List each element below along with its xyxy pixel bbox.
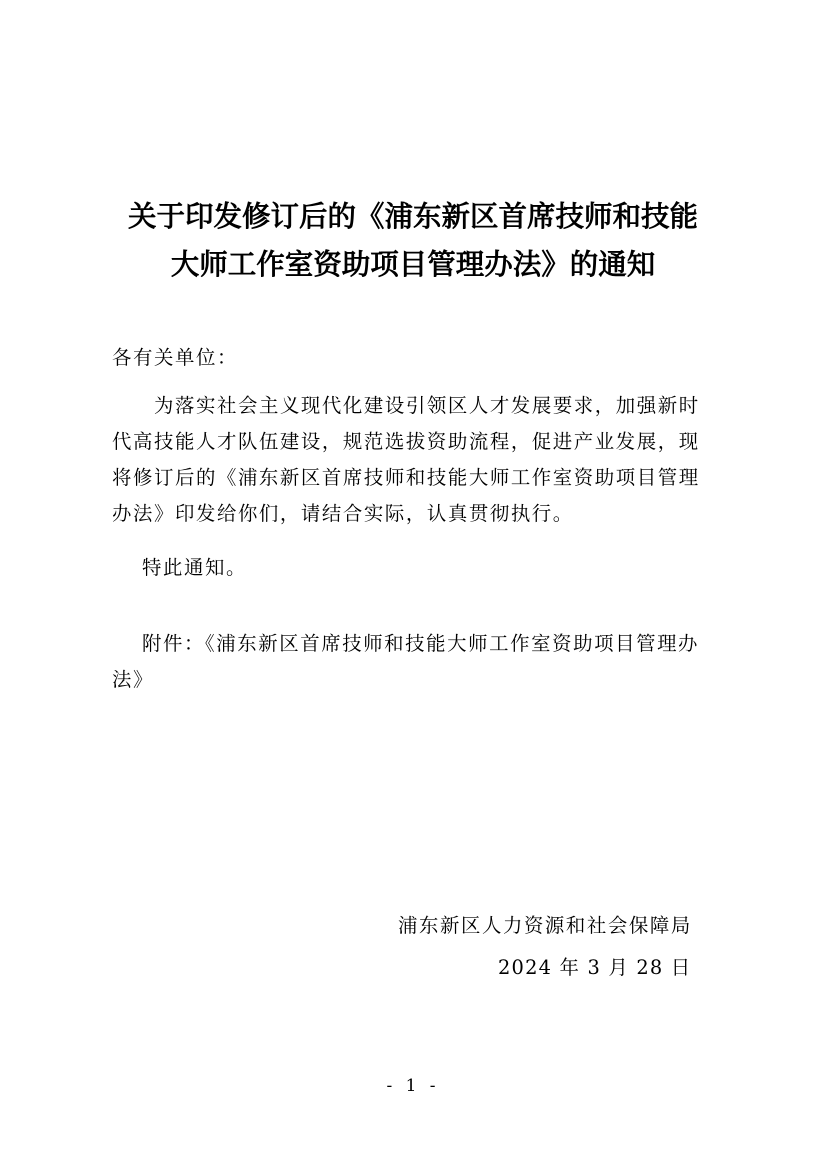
salutation: 各有关单位：	[112, 346, 238, 369]
paragraph-line-3: 将修订后的《浦东新区首席技师和技能大师工作室资助项目管理	[112, 466, 700, 489]
closing-text: 特此通知。	[142, 556, 247, 579]
page-number: - 1 -	[386, 1076, 440, 1096]
attachment-line-1-text: 附件：《浦东新区首席技师和技能大师工作室资助项目管理办	[142, 632, 700, 655]
title-line-1: 关于印发修订后的《浦东新区首席技师和技能	[127, 199, 698, 233]
title-line-2: 大师工作室资助项目管理办法》的通知	[170, 247, 656, 281]
attachment-line-1	[112, 626, 726, 662]
document-title	[100, 192, 726, 288]
closing-remark	[112, 550, 726, 586]
attachment-line-2: 法》	[112, 668, 154, 691]
paragraph-line-2: 代高技能人才队伍建设，规范选拔资助流程，促进产业发展，现	[112, 430, 700, 453]
issuing-organization: 浦东新区人力资源和社会保障局	[398, 914, 692, 937]
attachment-note	[112, 626, 726, 698]
paragraph-line-4: 办法》印发给你们，请结合实际，认真贯彻执行。	[112, 502, 574, 525]
paragraph-line-1-text: 为落实社会主义现代化建设引领区人才发展要求，加强新时	[154, 394, 700, 417]
main-paragraph	[112, 388, 726, 532]
issue-date: 2024 年 3 月 28 日	[498, 956, 692, 979]
closing-row	[112, 550, 726, 586]
paragraph-line-1	[112, 388, 726, 424]
